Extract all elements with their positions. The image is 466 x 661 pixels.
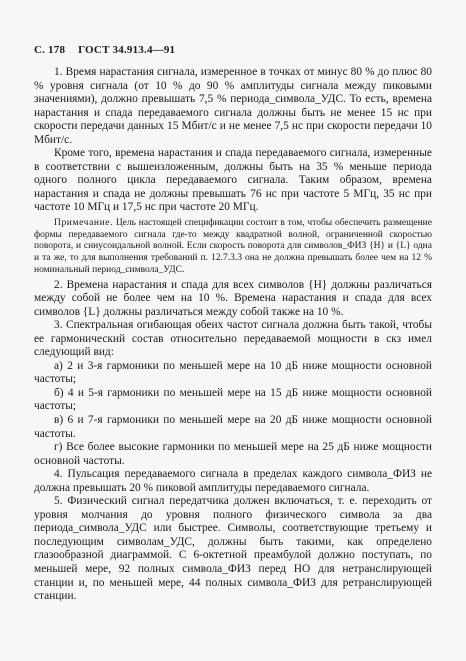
page-header (34, 44, 185, 56)
note-block (34, 218, 432, 277)
note-lead: Примечание. (54, 218, 114, 229)
item-4: 4. Пульсация передаваемого сигнала в пределах каждого символа_ФИЗ не должна превышать 20 % пиковой амплитуды передаваемого сигнала. (34, 468, 432, 494)
item-3b: б) 4 и 5-я гармоники по меньшей мере на 15 дБ ниже мощности основной частоты; (34, 386, 432, 413)
note-text: Цель настоящей спецификации состоит в том, чтобы обеспечить размещение формы передаваемого сигнала где-то между квадратной волной, ограниченной скоростью поворота, и синусоидальной волной. Если скорость поворота для символов_ФИЗ {H} и {L} одна и та же, то для выполнения требований п. 12.7.3.3 она не должна превышать более чем на 12 % номинальный период_символа_УДС. (34, 218, 432, 275)
item-3d: г) Все более высокие гармоники по меньшей мере на 25 дБ ниже мощности основной частоты. (34, 441, 432, 467)
item-3a: а) 2 и 3-я гармоники по меньшей мере на 10 дБ ниже мощности основной частоты; (34, 359, 432, 386)
paragraph-rise-time: 1. Время нарастания сигнала, измеренное в точках от минус 80 % до плюс 80 % уровня сигнала (от 10 % до 90 % амплитуды сигнала между пиковыми значениями), должно превышать 7,5 % периода_символа_УДС. То есть, времена нарастания и спада передаваемого сигнала должны быть не менее 15 нс при скорости передачи данных 15 Мбит/с и не менее 7,5 нс при скорости передачи 10 Мбит/с. (34, 66, 432, 146)
item-2: 2. Времена нарастания и спада для всех символов {H} должны различаться между собой не более чем на 10 %. Времена нарастания и спада для всех символов {L} должны различаться между собой также на 10 %. (34, 278, 432, 318)
page-number: С. 178 (34, 44, 66, 56)
item-3: 3. Спектральная огибающая обеих частот сигнала должна быть такой, чтобы ее гармонический состав относительно передаваемой мощности в скз имел следующий вид: (34, 319, 432, 359)
paragraph-rise-fall-limits: Кроме того, времена нарастания и спада передаваемого сигнала, измеренные в соответствии с вышеизложенным, должны быть на 35 % меньше периода одного полного цикла передаваемого сигнала. Таким образом, времена нарастания и спада не должны превышать 76 нс при частоте 5 МГц, 35 нс при частоте 10 МГц и 17,5 нс при частоте 20 МГц. (34, 147, 432, 214)
item-3c: в) 6 и 7-я гармоники по меньшей мере на 20 дБ ниже мощности основной частоты. (34, 414, 432, 440)
document-body (34, 66, 432, 604)
item-5: 5. Физический сигнал передатчика должен включаться, т. е. переходить от уровня молчания до уровня полного физического символа за два периода_символа_УДС или быстрее. Символы, соответствующие третьему и последующим символам_УДС, должны быть такими, как определено глазообразной диаграммой. С 6-октетной преамбулой должно поступать, по меньшей мере, 92 полных символа_ФИЗ перед НО для нетранслирующей станции и, по меньшей мере, 44 полных символа_ФИЗ для ретранслирующей станции. (34, 495, 432, 603)
standard-code: ГОСТ 34.913.4—91 (78, 44, 176, 56)
